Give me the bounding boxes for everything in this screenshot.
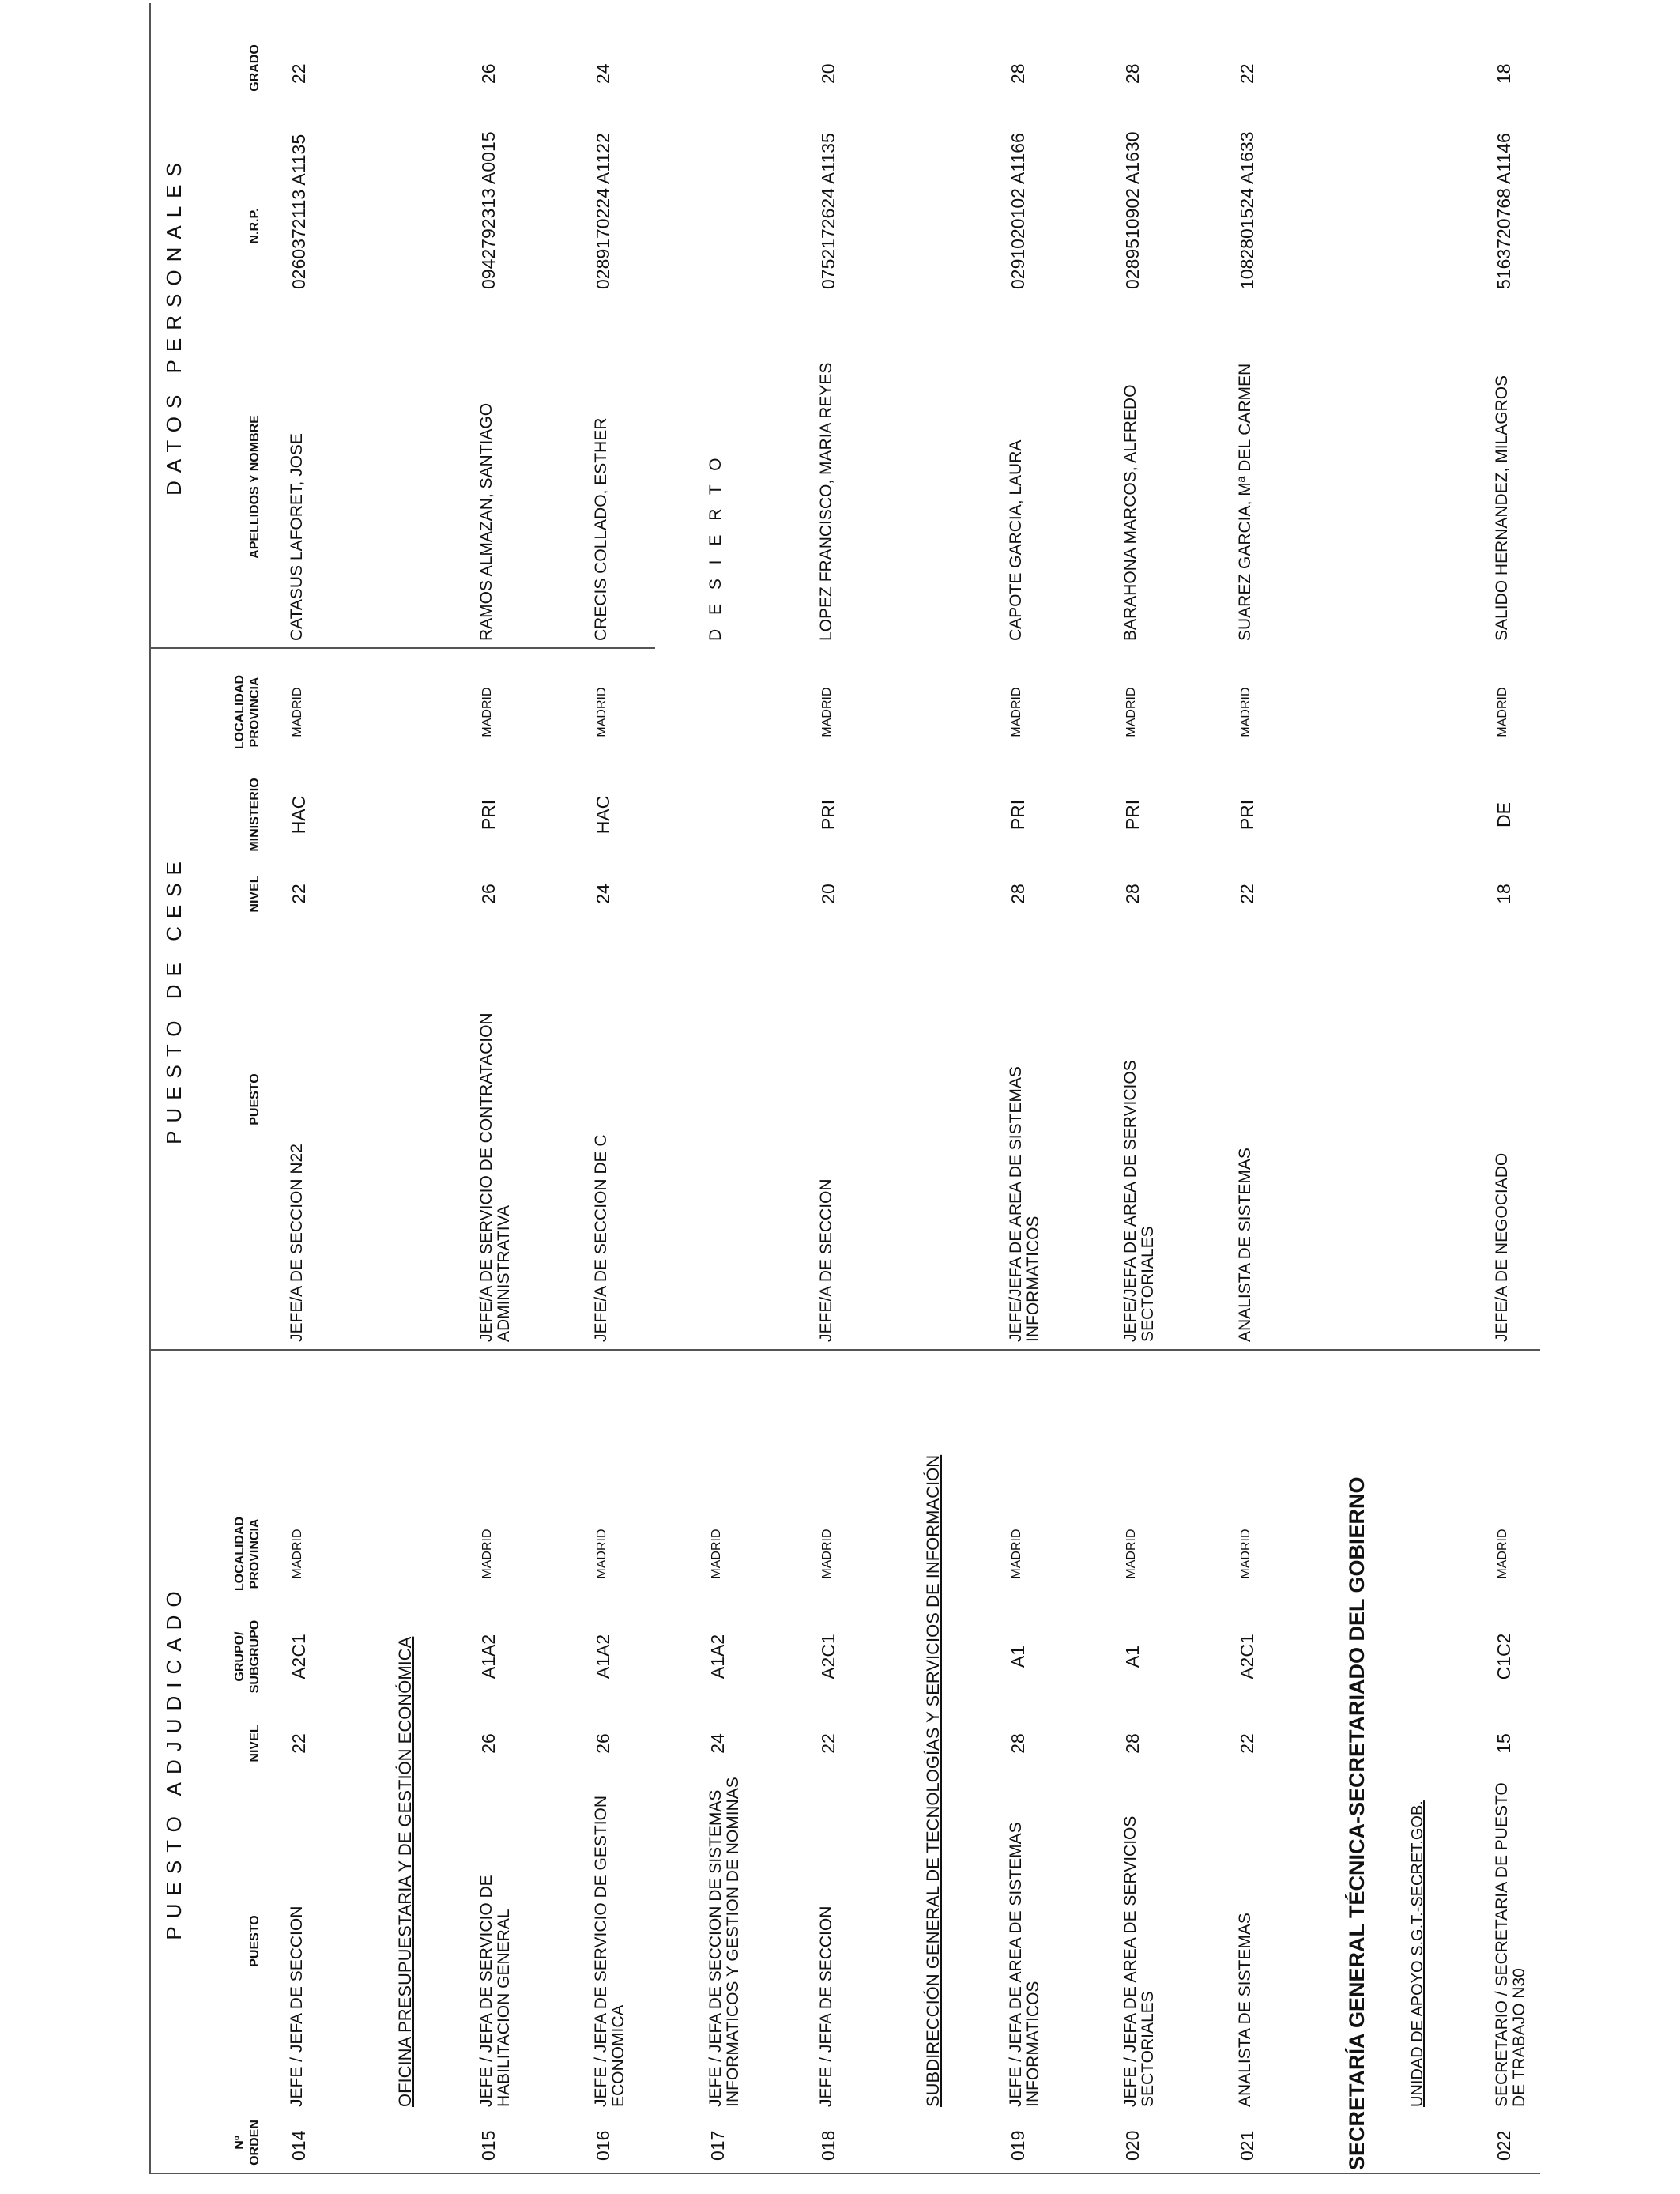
- row-nivel: 28: [1122, 1733, 1143, 1754]
- row-nrp: 0752172624 A1135: [818, 133, 838, 289]
- row-nombre: SALIDO HERNANDEZ, MILAGROS: [1493, 375, 1511, 641]
- header-cese-nivel: NIVEL: [248, 875, 262, 913]
- row-localidad: MADRID: [480, 1529, 494, 1579]
- row-ministerio: HAC: [288, 795, 309, 835]
- row-puesto: JEFE / JEFA DE SERVICIO DE GESTION ECONOMICA: [592, 1795, 627, 2107]
- row-cese-localidad: MADRID: [1496, 687, 1509, 737]
- row-nrp: 5163720768 A1146: [1494, 133, 1514, 289]
- row-nivel: 22: [288, 1733, 309, 1754]
- row-ministerio: DE: [1494, 802, 1514, 827]
- row-cese-localidad: MADRID: [1124, 687, 1138, 737]
- header-cese-localidad: LOCALIDAD PROVINCIA: [233, 674, 262, 750]
- row-nivel: 24: [707, 1733, 728, 1754]
- header-ministerio: MINISTERIO: [248, 778, 262, 852]
- row-ministerio: PRI: [1237, 799, 1257, 831]
- row-puesto: JEFE / JEFA DE SECCION: [288, 1906, 306, 2107]
- row-puesto: JEFE / JEFA DE SECCION DE SISTEMAS INFORMATICOS Y GESTION DE NOMINAS: [706, 1777, 742, 2107]
- row-grupo: A2C1: [288, 1634, 309, 1679]
- row-cese-localidad: MADRID: [480, 687, 494, 737]
- header-apellidos: APELLIDOS Y NOMBRE: [248, 415, 262, 559]
- row-nivel: 28: [1008, 1733, 1028, 1754]
- row-cese-nivel: 22: [288, 884, 309, 904]
- row-cese-localidad: MADRID: [820, 687, 834, 737]
- row-nrp: 0289170224 A1122: [593, 133, 613, 289]
- row-grado: 18: [1494, 63, 1514, 84]
- section-title-adjudicado: PUESTO ADJUDICADO: [162, 1583, 186, 1940]
- row-cese-puesto: ANALISTA DE SISTEMAS: [1236, 1148, 1254, 1342]
- row-nrp: 0291020102 A1166: [1008, 133, 1028, 289]
- row-ministerio: PRI: [818, 799, 838, 831]
- row-grado: 26: [478, 63, 499, 84]
- row-localidad: MADRID: [1010, 1529, 1023, 1579]
- row-grado: 22: [288, 63, 309, 84]
- header-puesto: PUESTO: [248, 1915, 262, 1967]
- row-cese-nivel: 24: [593, 884, 613, 904]
- row-nombre: SUAREZ GARCIA, Mª DEL CARMEN: [1236, 363, 1254, 641]
- row-ministerio: PRI: [478, 799, 499, 831]
- row-nombre: CRECIS COLLADO, ESTHER: [592, 417, 610, 641]
- section-divider-2: [149, 647, 655, 649]
- row-nombre: RAMOS ALMAZAN, SANTIAGO: [477, 402, 495, 641]
- row-grado: 28: [1008, 63, 1028, 84]
- row-nombre: CATASUS LAFORET, JOSE: [288, 433, 306, 641]
- row-grupo: C1C2: [1494, 1633, 1514, 1680]
- row-nrp: 0942792313 A0015: [478, 131, 499, 289]
- row-puesto: ANALISTA DE SISTEMAS: [1236, 1913, 1254, 2107]
- row-grupo: A2C1: [1237, 1634, 1257, 1679]
- row-cese-nivel: 28: [1122, 884, 1143, 904]
- row-localidad: MADRID: [291, 1529, 304, 1579]
- row-localidad: MADRID: [710, 1529, 723, 1579]
- section-divider-1: [149, 1349, 1540, 1351]
- header-grado: GRADO: [248, 44, 262, 92]
- row-nombre: D E S I E R T O: [706, 453, 725, 641]
- row-nombre: BARAHONA MARCOS, ALFREDO: [1121, 384, 1139, 641]
- subheading-secretaria: SECRETARÍA GENERAL TÉCNICA-SECRETARIADO DEL GOBIERNO: [1345, 1476, 1369, 2170]
- row-cese-localidad: MADRID: [1010, 687, 1023, 737]
- header-localidad: LOCALIDAD PROVINCIA: [233, 1516, 262, 1592]
- row-cese-localidad: MADRID: [1239, 687, 1252, 737]
- row-localidad: MADRID: [820, 1529, 834, 1579]
- row-grupo: A2C1: [818, 1634, 838, 1679]
- row-nombre: CAPOTE GARCIA, LAURA: [1007, 439, 1025, 641]
- row-orden: 019: [1008, 2130, 1028, 2161]
- row-nombre: LOPEZ FRANCISCO, MARIA REYES: [817, 362, 835, 641]
- row-cese-puesto: JEFE/A DE SECCION DE C: [592, 1134, 610, 1342]
- row-nrp: 1082801524 A1633: [1237, 131, 1257, 289]
- subheading-unidad: UNIDAD DE APOYO S.G.T.-SECRET.GOB.: [1409, 1800, 1426, 2107]
- row-cese-puesto: JEFE/A DE SECCION N22: [288, 1144, 306, 1342]
- section-title-personales: DATOS PERSONALES: [162, 155, 186, 496]
- row-grupo: A1A2: [478, 1634, 499, 1679]
- row-grupo: A1A2: [593, 1634, 613, 1679]
- row-nivel: 26: [593, 1733, 613, 1754]
- row-grado: 20: [818, 63, 838, 84]
- row-orden: 015: [478, 2130, 499, 2161]
- row-nivel: 26: [478, 1733, 499, 1754]
- header-nrp: N.R.P.: [248, 208, 262, 244]
- section-title-cese: PUESTO DE CESE: [162, 854, 186, 1144]
- row-orden: 018: [818, 2130, 838, 2161]
- row-localidad: MADRID: [1124, 1529, 1138, 1579]
- subheading-subdireccion: SUBDIRECCIÓN GENERAL DE TECNOLOGÍAS Y SERVICIOS DE INFORMACIÓN: [923, 1454, 943, 2107]
- row-cese-localidad: MADRID: [595, 687, 608, 737]
- row-cese-nivel: 20: [818, 884, 838, 904]
- header-orden: Nº ORDEN: [233, 2120, 262, 2166]
- row-puesto: JEFE / JEFA DE AREA DE SERVICIOS SECTORIALES: [1121, 1815, 1157, 2107]
- row-cese-nivel: 22: [1237, 884, 1257, 904]
- row-cese-puesto: JEFE/JEFA DE AREA DE SISTEMAS INFORMATICOS: [1007, 1066, 1042, 1342]
- row-orden: 022: [1494, 2130, 1514, 2161]
- row-grado: 22: [1237, 63, 1257, 84]
- row-ministerio: HAC: [593, 795, 613, 835]
- row-localidad: MADRID: [595, 1529, 608, 1579]
- row-ministerio: PRI: [1122, 799, 1143, 831]
- row-orden: 016: [593, 2130, 613, 2161]
- row-cese-nivel: 18: [1494, 884, 1514, 904]
- row-grupo: A1: [1122, 1645, 1143, 1668]
- row-nivel: 22: [818, 1733, 838, 1754]
- row-cese-puesto: JEFE/A DE SERVICIO DE CONTRATACION ADMINISTRATIVA: [477, 1012, 513, 1342]
- row-localidad: MADRID: [1239, 1529, 1252, 1579]
- row-grupo: A1A2: [707, 1634, 728, 1679]
- row-cese-nivel: 26: [478, 884, 499, 904]
- frame-left-rule: [149, 2173, 1540, 2174]
- row-nivel: 15: [1494, 1733, 1514, 1754]
- row-puesto: SECRETARIO / SECRETARIA DE PUESTO DE TRABAJO N30: [1493, 1782, 1528, 2107]
- row-nrp: 0260372113 A1135: [288, 134, 309, 289]
- row-orden: 020: [1122, 2130, 1143, 2161]
- row-cese-puesto: JEFE/A DE NEGOCIADO: [1493, 1152, 1511, 1342]
- row-ministerio: PRI: [1008, 799, 1028, 831]
- subheading-oficina: OFICINA PRESUPUESTARIA Y DE GESTIÓN ECONÓMICA: [395, 1636, 415, 2107]
- row-puesto: JEFE / JEFA DE SERVICIO DE HABILITACION GENERAL: [477, 1875, 513, 2107]
- row-puesto: JEFE / JEFA DE AREA DE SISTEMAS INFORMATICOS: [1007, 1822, 1042, 2107]
- row-cese-localidad: MADRID: [291, 687, 304, 737]
- row-puesto: JEFE / JEFA DE SECCION: [817, 1906, 835, 2107]
- row-cese-puesto: JEFE/A DE SECCION: [817, 1178, 835, 1342]
- row-orden: 014: [288, 2130, 309, 2161]
- header-grupo: GRUPO/ SUBGRUPO: [233, 1619, 262, 1694]
- row-cese-puesto: JEFE/JEFA DE AREA DE SERVICIOS SECTORIALES: [1121, 1060, 1157, 1342]
- row-nivel: 22: [1237, 1733, 1257, 1754]
- row-orden: 021: [1237, 2130, 1257, 2161]
- row-orden: 017: [707, 2130, 728, 2161]
- row-localidad: MADRID: [1496, 1529, 1509, 1579]
- frame-top-rule: [149, 3, 151, 2174]
- row-grado: 28: [1122, 63, 1143, 84]
- header-cese-puesto: PUESTO: [248, 1073, 262, 1125]
- row-cese-nivel: 28: [1008, 884, 1028, 904]
- row-grupo: A1: [1008, 1645, 1028, 1668]
- row-nrp: 0289510902 A1630: [1122, 131, 1143, 289]
- row-grado: 24: [593, 63, 613, 84]
- header-nivel: NIVEL: [248, 1725, 262, 1762]
